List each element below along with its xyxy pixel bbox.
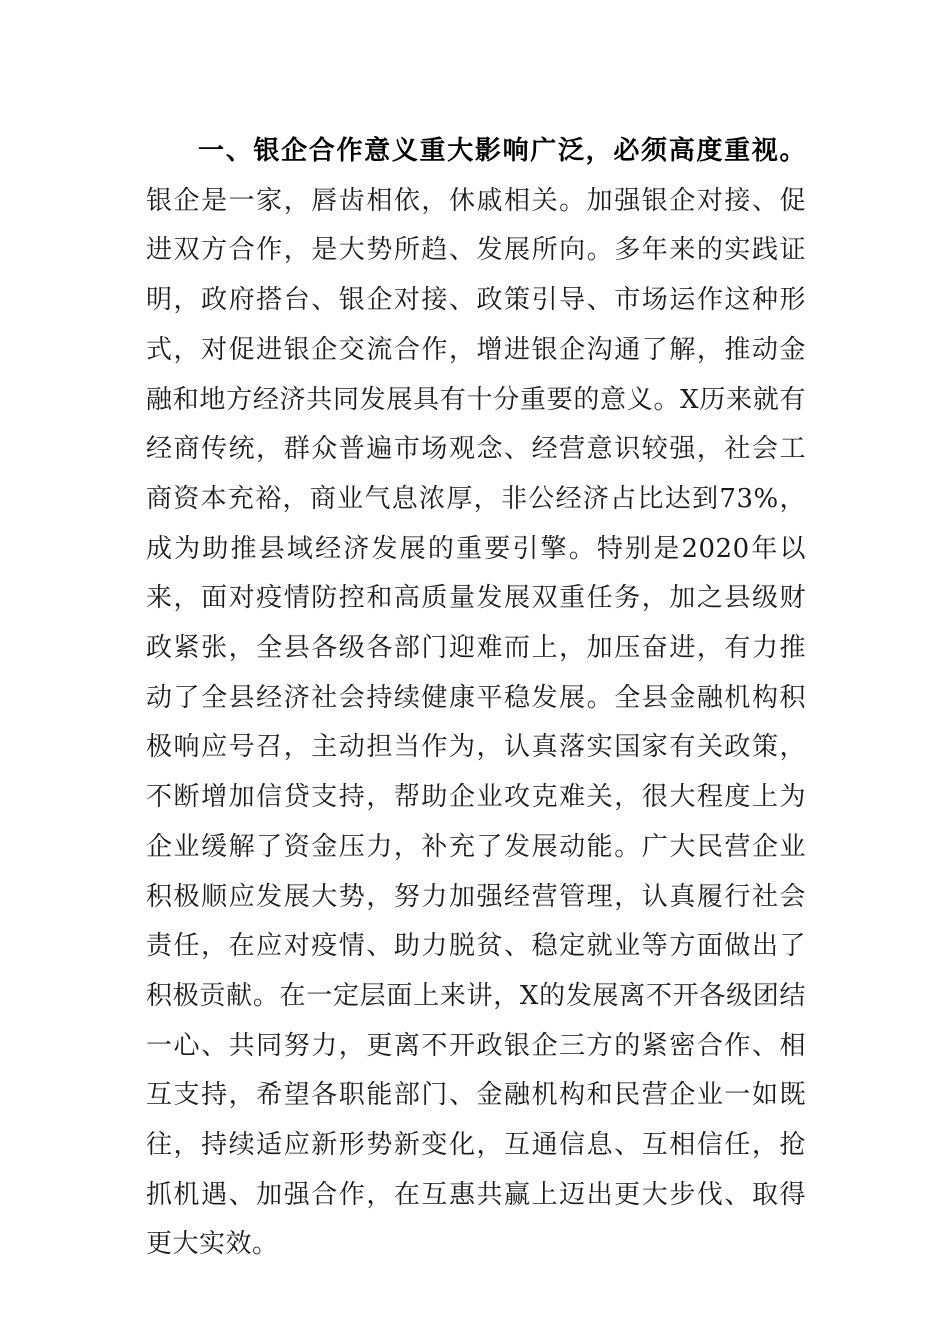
paragraph-body: 银企是一家，唇齿相依，休戚相关。加强银企对接、促进双方合作，是大势所趋、发展所向。多年来的实践证明，政府搭台、银企对接、政策引导、市场运作这种形式，对促进银企交流合作，增进银企沟通了解，推动金融和地方经济共同发展具有十分重要的意义。X历来就有经商传统，群众普遍市场观念、经营意识较强，社会工商资本充裕，商业气息浓厚，非公经济占比达到73%，成为助推县域经济发展的重要引擎。特别是2020年以来，面对疫情防控和高质量发展双重任务，加之县级财政紧张，全县各级各部门迎难而上，加压奋进，有力推动了全县经济社会持续健康平稳发展。全县金融机构积极响应号召，主动担当作为，认真落实国家有关政策，不断增加信贷支持，帮助企业攻克难关，很大程度上为企业缓解了资金压力，补充了发展动能。广大民营企业积极顺应发展大势，努力加强经营管理，认真履行社会责任，在应对疫情、助力脱贫、稳定就业等方面做出了积极贡献。在一定层面上来讲，X的发展离不开各级团结一心、共同努力，更离不开政银企三方的紧密合作、相互支持，希望各职能部门、金融机构和民营企业一如既往，持续适应新形势新变化，互通信息、互相信任，抢抓机遇、加强合作，在互惠共赢上迈出更大步伐、取得更大实效。 <box>146 185 806 1260</box>
section-heading: 一、银企合作意义重大影响广泛，必须高度重视。 <box>198 136 806 166</box>
body-paragraph <box>146 127 806 1270</box>
